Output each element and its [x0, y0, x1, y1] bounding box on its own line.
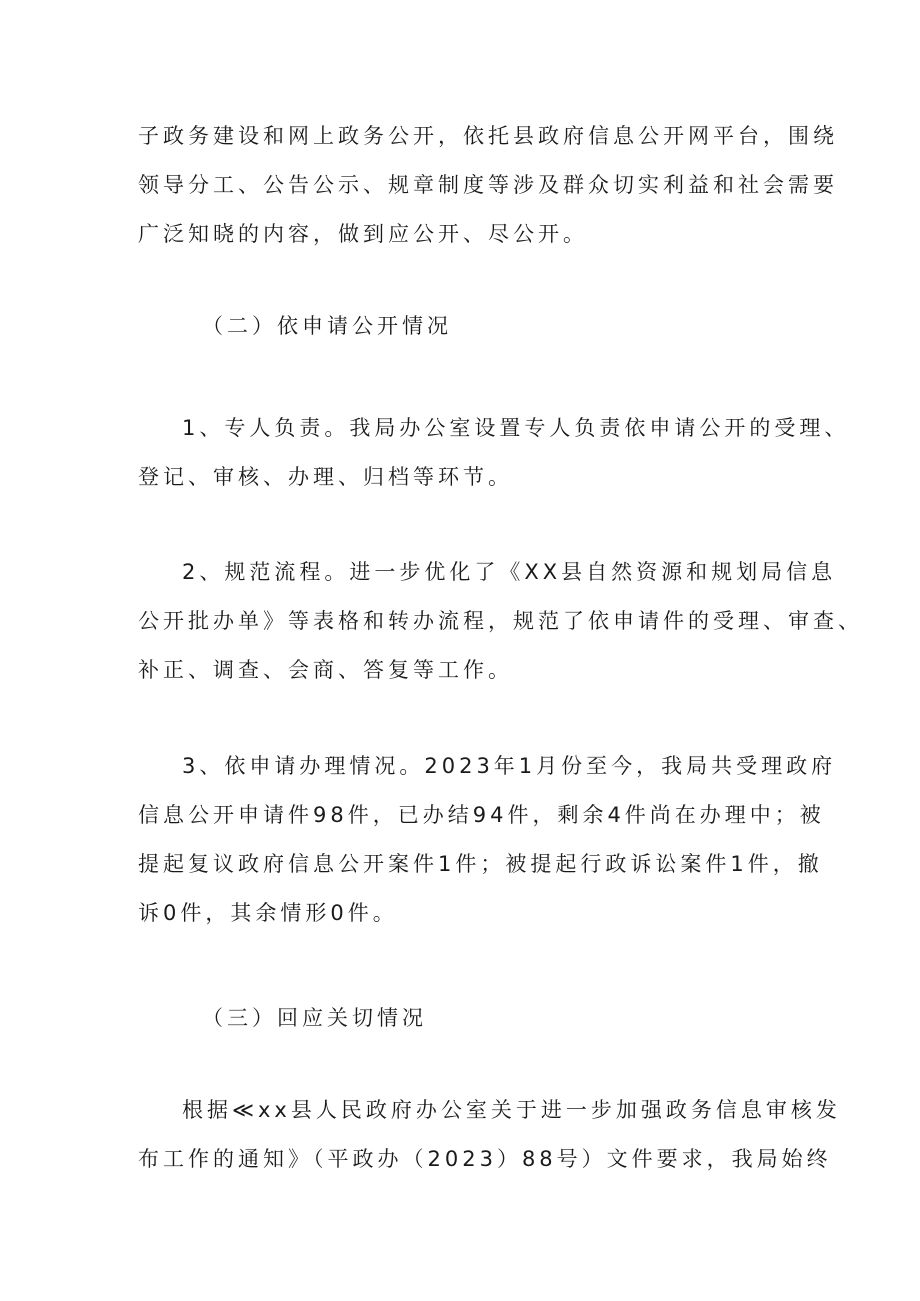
paragraph-line: 3、依申请办理情况。2023年1月份至今，我局共受理政府: [182, 754, 837, 778]
paragraph-line: 广泛知晓的内容，做到应公开、尽公开。: [138, 222, 588, 246]
paragraph-line: 登记、审核、办理、归档等环节。: [138, 465, 513, 489]
section-heading: （二）依申请公开情况: [202, 314, 452, 338]
paragraph-line: 领导分工、公告公示、规章制度等涉及群众切实利益和社会需要: [138, 173, 838, 197]
paragraph-line: 布工作的通知》（平政办（2023）88号）文件要求，我局始终: [138, 1147, 832, 1171]
paragraph-line: 2、规范流程。进一步优化了《XX县自然资源和规划局信息: [182, 560, 837, 584]
section-heading: （三）回应关切情况: [202, 1006, 427, 1030]
paragraph-line: 补正、调查、会商、答复等工作。: [138, 658, 513, 682]
paragraph-line: 子政务建设和网上政务公开，依托县政府信息公开网平台，围绕: [138, 124, 838, 148]
paragraph-line: 公开批办单》等表格和转办流程，规范了依申请件的受理、审查、: [138, 609, 863, 633]
section-heading-3: [138, 994, 808, 1043]
section-heading-2: [138, 302, 808, 351]
paragraph-line: 根据≪xx县人民政府办公室关于进一步加强政务信息审核发: [182, 1098, 841, 1122]
paragraph-intro: [138, 112, 838, 259]
paragraph-item-1: [138, 404, 850, 502]
paragraph-item-2: [138, 548, 863, 695]
paragraph-final: [138, 1086, 841, 1184]
paragraph-line: 提起复议政府信息公开案件1件；被提起行政诉讼案件1件，撤: [138, 852, 823, 876]
paragraph-line: 诉0件，其余情形0件。: [138, 901, 398, 925]
paragraph-line: 1、专人负责。我局办公室设置专人负责依申请公开的受理、: [182, 416, 850, 440]
paragraph-item-3: [138, 742, 837, 938]
paragraph-line: 信息公开申请件98件，已办结94件，剩余4件尚在办理中；被: [138, 803, 825, 827]
